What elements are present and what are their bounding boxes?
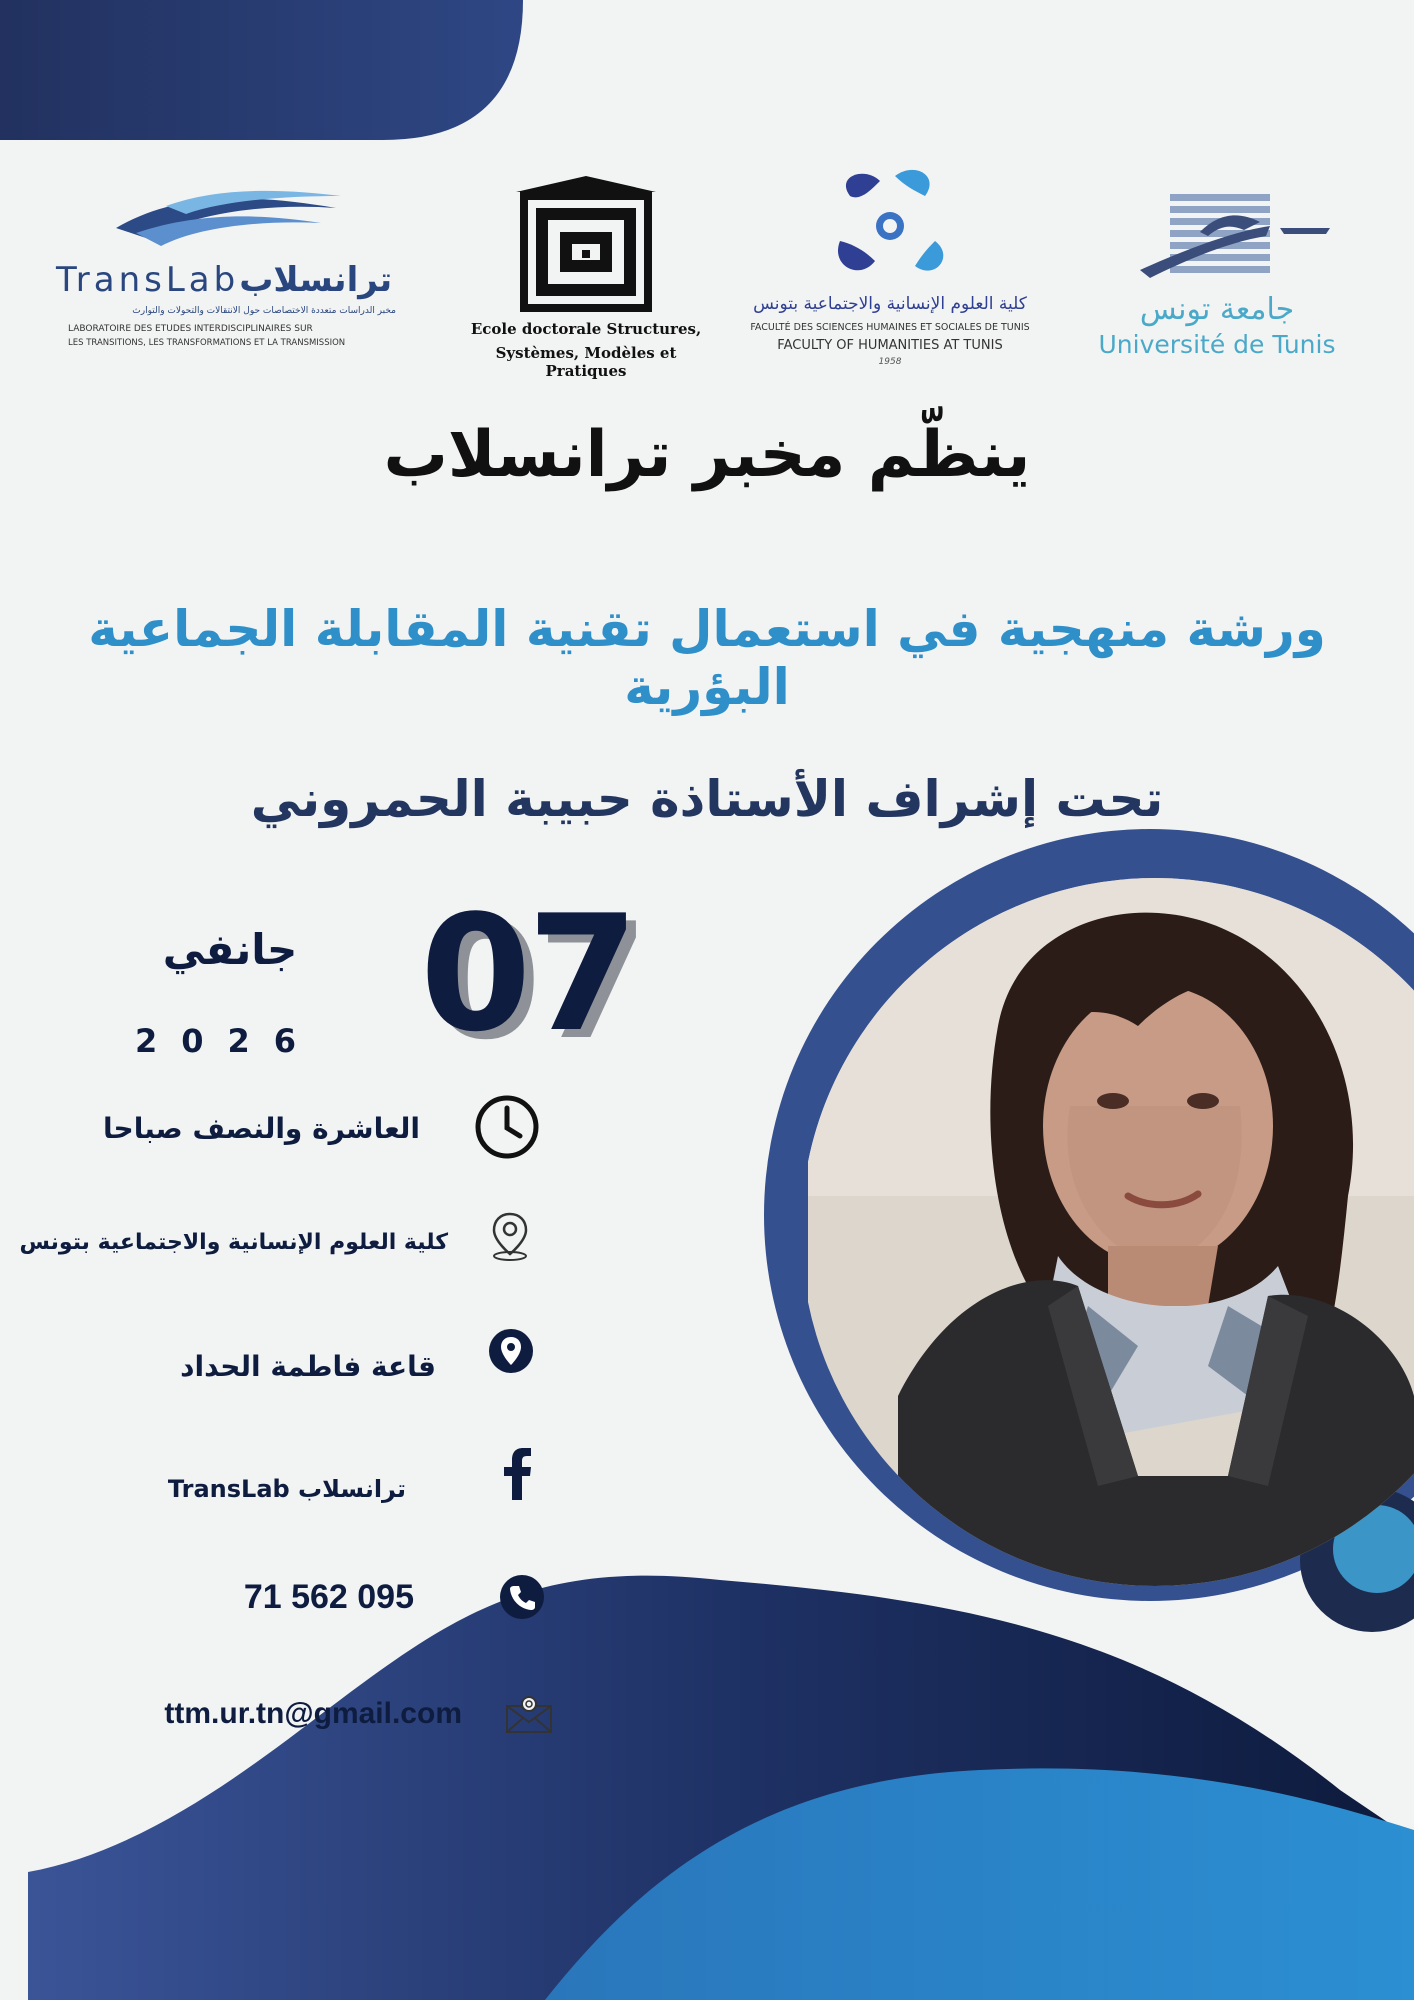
translab-wave-icon [106, 188, 346, 248]
translab-line3: LES TRANSITIONS, LES TRANSFORMATIONS ET LA TRANSMISSION [68, 338, 346, 348]
workshop-title: ورشة منهجية في استعمال تقنية المقابلة الجماعية البؤرية [88, 600, 1326, 716]
faculty-logo [740, 166, 1040, 376]
clock-icon [474, 1094, 540, 1160]
university-name-arabic: جامعة تونس [1139, 292, 1295, 327]
top-banner-shape [0, 0, 523, 140]
phone-icon[interactable] [500, 1575, 544, 1619]
translab-line1: مخبر الدراسات متعددة الاختصاصات حول الانتقالات والتحولات والتوارث [132, 306, 396, 316]
kufic-emblem-icon [506, 174, 666, 316]
faculty-name-fr: FACULTÉ DES SCIENCES HUMAINES ET SOCIALES DE TUNIS [750, 322, 1030, 333]
map-pin-filled-icon [488, 1328, 534, 1374]
ecole-line1: Ecole doctorale Structures, [470, 320, 702, 338]
translab-brand-latin: TransLab [56, 260, 240, 300]
phone-number[interactable]: 71 562 095 [243, 1578, 414, 1616]
date-month: جانفي [162, 925, 298, 974]
email-address[interactable]: ttm.ur.tn@gmail.com [164, 1697, 462, 1730]
ecole-line2: Systèmes, Modèles et Pratiques [495, 344, 677, 380]
translab-logo [56, 188, 396, 358]
event-faculty: كلية العلوم الإنسانية والاجتماعية بتونس [19, 1230, 448, 1255]
translab-line2: LABORATOIRE DES ETUDES INTERDISCIPLINAIRES SUR [68, 324, 313, 334]
university-emblem-icon [1140, 192, 1330, 284]
ecole-doctorale-logo [466, 174, 706, 380]
university-name-fr: Université de Tunis [1098, 330, 1336, 359]
page-title: ينظّم مخبر ترانسلاب [383, 418, 1031, 492]
date-day: 07 [420, 880, 635, 1067]
facebook-icon[interactable] [502, 1448, 532, 1500]
map-pin-outline-icon [488, 1210, 532, 1262]
faculty-name-arabic: كلية العلوم الإنسانية والاجتماعية بتونس [753, 294, 1027, 314]
supervisor-line: تحت إشراف الأستاذة حبيبة الحمروني [250, 770, 1164, 828]
translab-brand-arabic: ترانسلاب [239, 260, 393, 300]
faculty-year: 1958 [878, 357, 902, 367]
faculty-emblem-icon [825, 166, 955, 286]
supervisor-photo [808, 876, 1414, 1586]
event-time: العاشرة والنصف صباحا [103, 1112, 420, 1145]
university-logo [1092, 192, 1342, 362]
email-icon[interactable] [505, 1694, 553, 1734]
facebook-page[interactable]: ترانسلاب TransLab [167, 1475, 406, 1503]
event-room: قاعة فاطمة الحداد [180, 1350, 436, 1383]
faculty-name-en: FACULTY OF HUMANITIES AT TUNIS [777, 338, 1003, 353]
date-year: 2026 [135, 1022, 321, 1060]
